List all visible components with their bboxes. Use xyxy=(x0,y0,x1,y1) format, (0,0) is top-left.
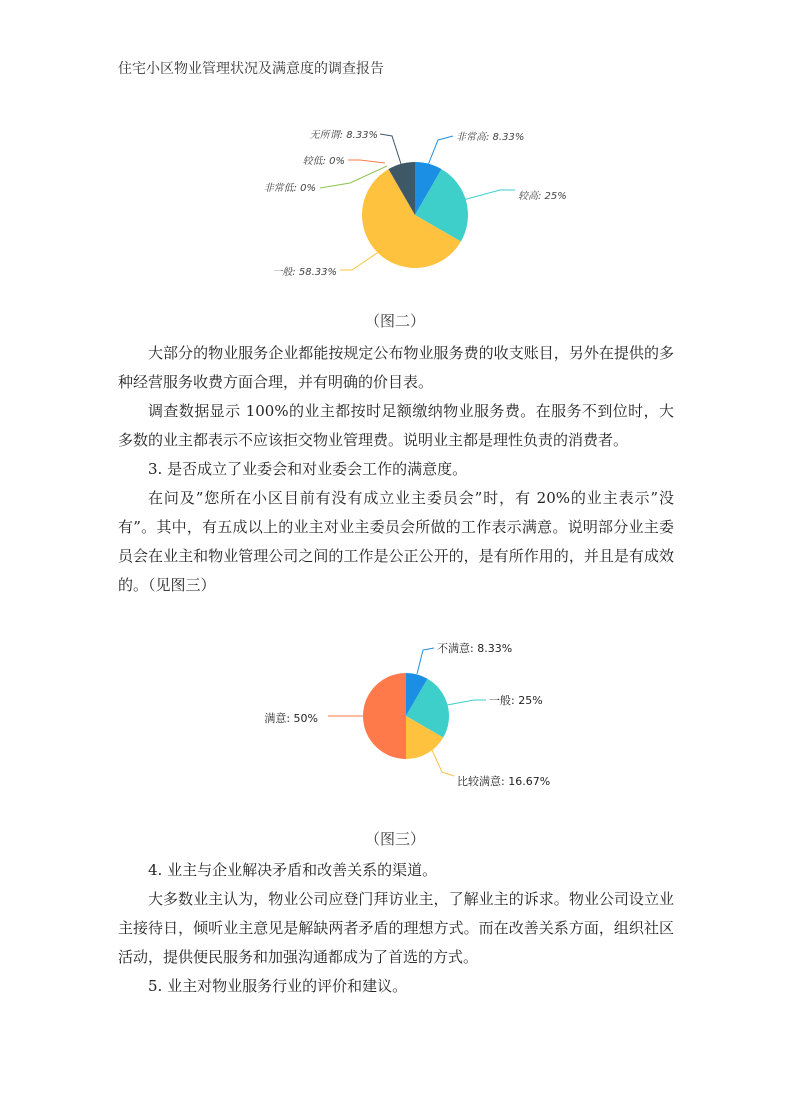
paragraph: 4. 业主与企业解决矛盾和改善关系的渠道。 xyxy=(148,861,438,879)
slice-label: 无所谓: 8.33% xyxy=(309,130,378,141)
slice-label: 满意: 50% xyxy=(264,712,318,725)
leader-line xyxy=(447,700,486,705)
slice-label: 较高: 25% xyxy=(518,191,567,202)
slice-label: 非常低: 0% xyxy=(263,183,316,194)
slice-label: 比较满意: 16.67% xyxy=(457,775,551,788)
satisfaction-pie-chart-fig2 xyxy=(240,118,570,288)
leader-line xyxy=(417,648,434,674)
leader-line xyxy=(380,134,401,164)
paragraph: 大多数业主认为，物业公司应登门拜访业主，了解业主的诉求。物业公司设立业主接待日，倾听业主意见是解缺两者矛盾的理想方式。而在改善关系方面，组织社区活动，提供便民服务和加强沟通都成为了首选的方式。 xyxy=(118,890,674,966)
leader-line xyxy=(428,136,453,165)
leader-line xyxy=(463,190,515,200)
figure-caption-3: （图三） xyxy=(364,830,425,848)
body-text-section-1 xyxy=(118,339,674,600)
paragraph: 大部分的物业服务企业都能按规定公布物业服务费的收支账目，另外在提供的多种经营服务收费方面合理，并有明确的价目表。 xyxy=(118,344,674,391)
body-text-section-2 xyxy=(118,856,674,1001)
paragraph: 调查数据显示 100%的业主都按时足额缴纳物业服务费。在服务不到位时，大多数的业主都表示不应该拒交物业管理费。说明业主都是理性负责的消费者。 xyxy=(118,402,674,449)
leader-line xyxy=(432,750,454,776)
paragraph: 3. 是否成立了业委会和对业委会工作的满意度。 xyxy=(148,460,468,478)
slice-label: 一般: 58.33% xyxy=(272,267,337,278)
committee-satisfaction-pie-chart-fig3 xyxy=(240,630,570,800)
leader-line xyxy=(348,160,385,163)
paragraph: 在问及”您所在小区目前有没有成立业主委员会”时，有 20%的业主表示”没有”。其中，有五成以上的业主对业主委员会所做的工作表示满意。说明部分业主委员会在业主和物业管理公司之间的工作是公正公开的，是有所作用的，并且是有成效的。（见图三） xyxy=(118,489,674,594)
slice-label: 一般: 25% xyxy=(489,694,543,707)
slice-label: 不满意: 8.33% xyxy=(437,642,513,655)
figure-caption-2: （图二） xyxy=(364,312,425,330)
slice-label: 较低: 0% xyxy=(302,156,345,167)
document-header: 住宅小区物业管理状况及满意度的调查报告 xyxy=(118,61,384,77)
paragraph: 5. 业主对物业服务行业的评价和建议。 xyxy=(148,977,408,995)
slice-label: 非常高: 8.33% xyxy=(456,132,525,143)
leader-line xyxy=(340,251,380,270)
pie-slice xyxy=(363,673,406,759)
